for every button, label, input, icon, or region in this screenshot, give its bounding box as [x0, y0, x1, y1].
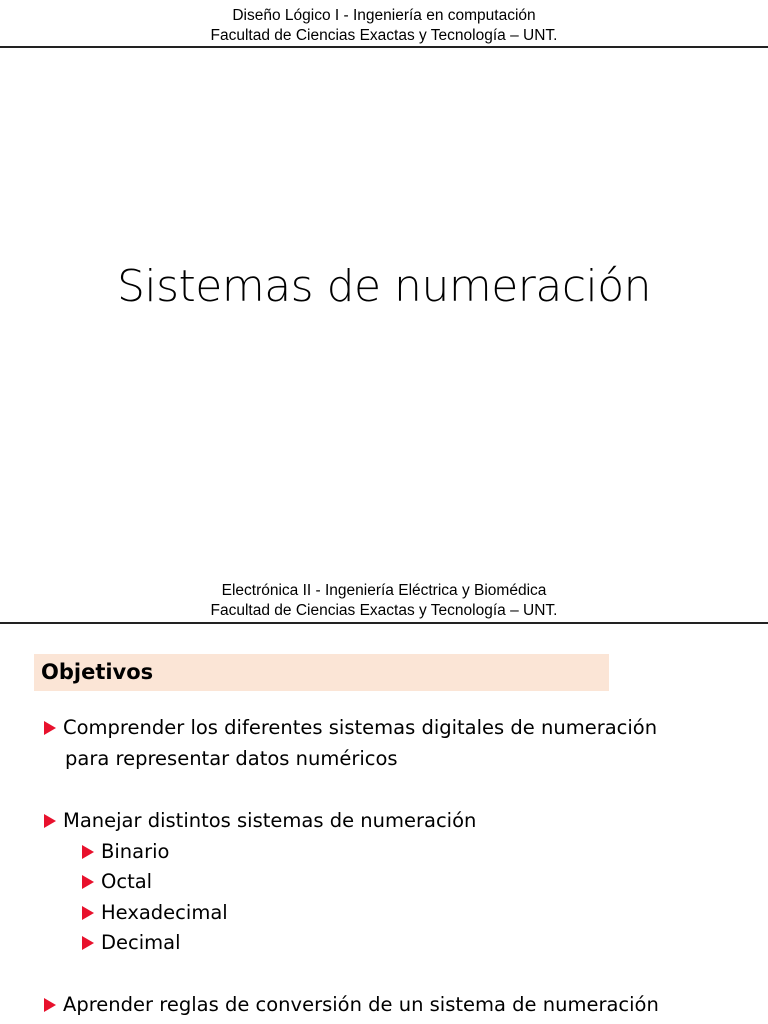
sub-bullet-item	[82, 837, 169, 867]
bullet-item	[44, 990, 659, 1020]
sub-bullet-text: Decimal	[101, 931, 181, 954]
red-arrowhead-icon	[44, 721, 56, 735]
header-line-faculty: Facultad de Ciencias Exactas y Tecnología – UNT.	[210, 27, 558, 44]
section-title: Objetivos	[41, 660, 154, 684]
header-line-faculty: Facultad de Ciencias Exactas y Tecnología – UNT.	[210, 602, 558, 619]
red-arrowhead-icon	[82, 936, 94, 950]
red-arrowhead-icon	[44, 998, 56, 1012]
sub-bullet-text: Binario	[101, 840, 170, 863]
section-banner	[34, 654, 609, 691]
red-arrowhead-icon	[44, 814, 56, 828]
sub-bullet-text: Octal	[101, 870, 153, 893]
bullet-continuation: para representar datos numéricos	[65, 747, 398, 770]
header-divider	[0, 622, 768, 624]
red-arrowhead-icon	[82, 845, 94, 859]
bullet-text: Comprender los diferentes sistemas digitales de numeración	[63, 716, 658, 739]
sub-bullet-item	[82, 928, 181, 958]
bullet-text: Manejar distintos sistemas de numeración	[63, 809, 477, 832]
slide-title: Sistemas de numeración	[116, 261, 652, 312]
header-divider	[0, 46, 768, 48]
sub-bullet-item	[82, 898, 228, 928]
slide-header	[0, 581, 768, 621]
red-arrowhead-icon	[82, 875, 94, 889]
bullet-item	[44, 806, 476, 836]
sub-bullet-item	[82, 867, 152, 897]
bullet-item	[44, 713, 657, 743]
bullet-text: Aprender reglas de conversión de un sistema de numeración	[63, 993, 659, 1016]
header-line-course: Electrónica II - Ingeniería Eléctrica y Biomédica	[221, 582, 547, 599]
red-arrowhead-icon	[82, 906, 94, 920]
slide-header	[0, 6, 768, 46]
header-line-course: Diseño Lógico I - Ingeniería en computación	[232, 7, 536, 24]
sub-bullet-text: Hexadecimal	[101, 901, 228, 924]
